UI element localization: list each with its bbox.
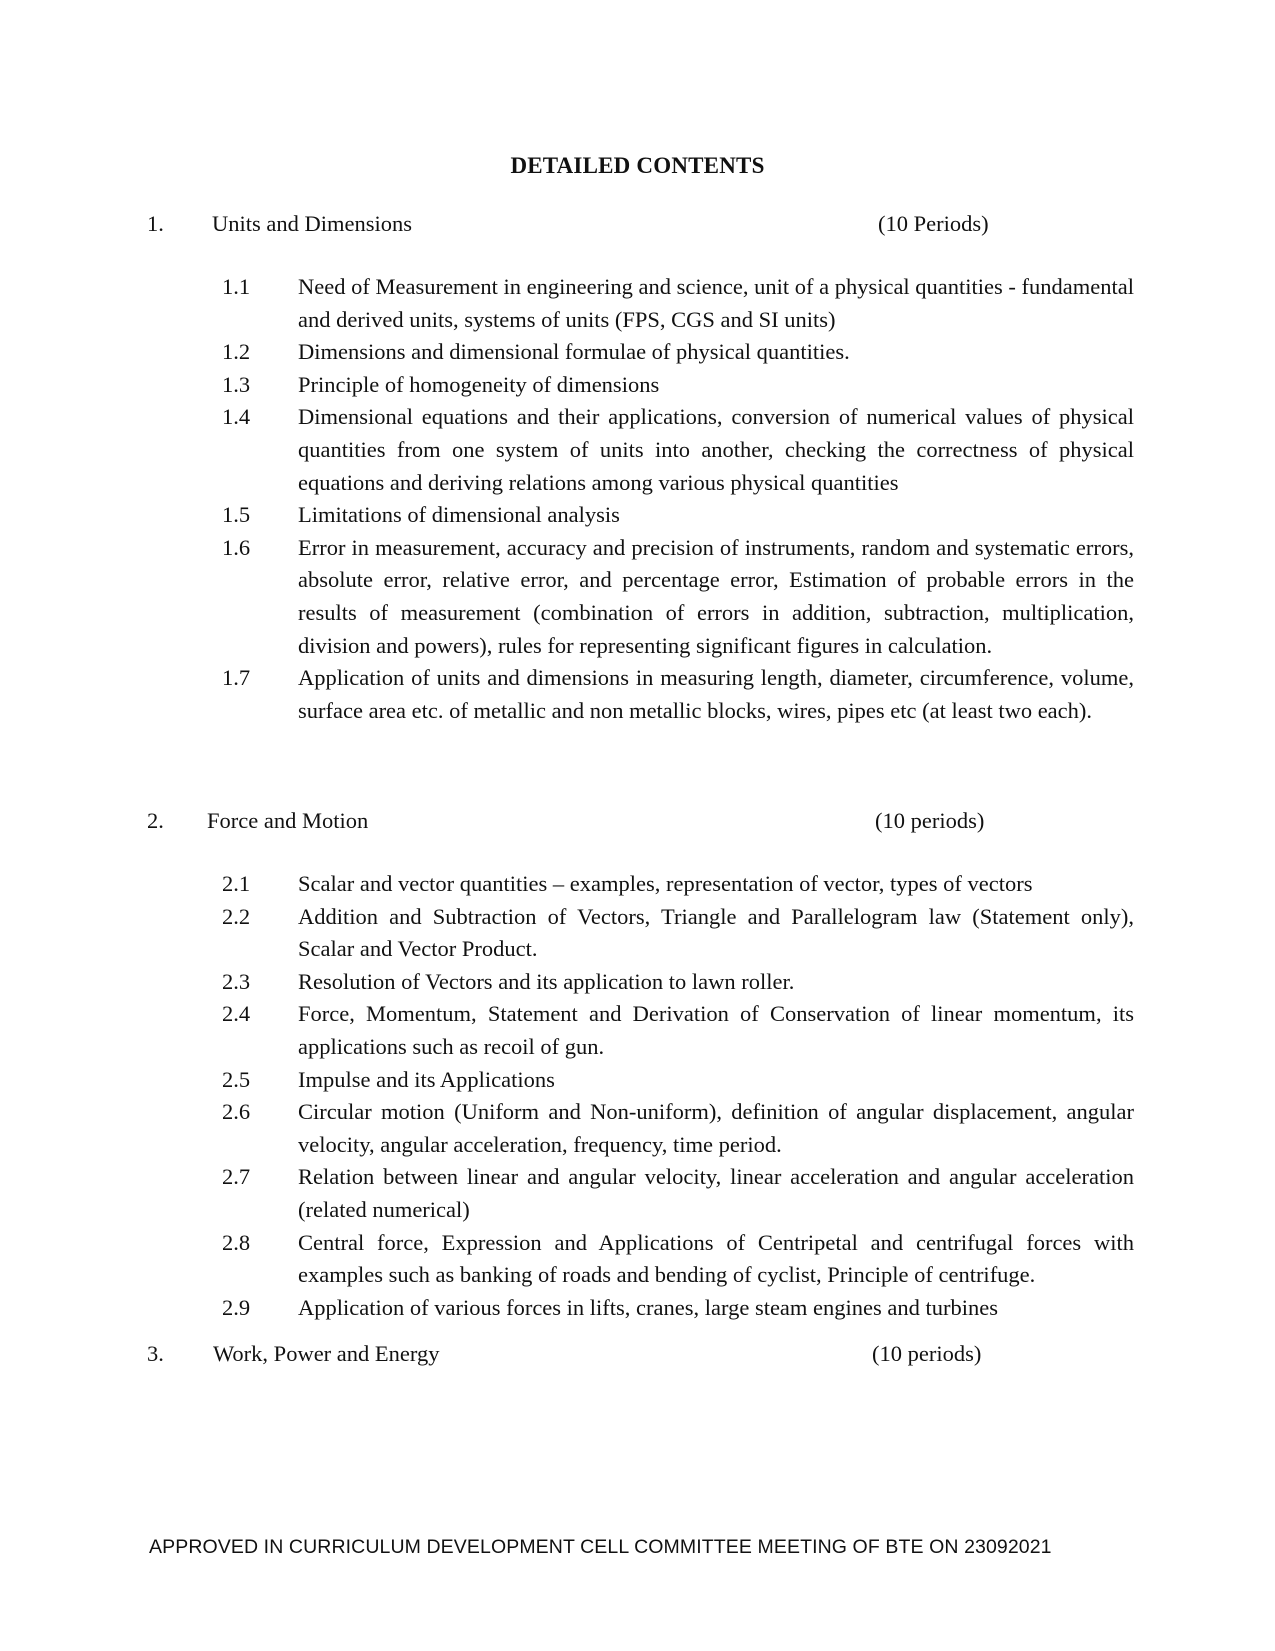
list-item (222, 1292, 1134, 1325)
topic-text: Need of Measurement in engineering and science, unit of a physical quantities - fundamental and derived units, systems of units (FPS, CGS and SI units) (298, 274, 1134, 332)
unit-name: Units and Dimensions (212, 211, 412, 236)
unit-name: Force and Motion (207, 808, 369, 833)
unit-heading-3 (147, 1341, 1047, 1373)
topic-text: Application of various forces in lifts, cranes, large steam engines and turbines (298, 1294, 999, 1320)
topic-number: 2.3 (222, 968, 251, 994)
unit-number: 2. (147, 808, 164, 833)
list-item (222, 336, 1134, 369)
page-title: DETAILED CONTENTS (510, 153, 765, 178)
topic-text: Error in measurement, accuracy and precision of instruments, random and systematic errors, absolute error, relative error, and percentage error, Estimation of probable errors in the results of measurement (combination of errors in addition, subtraction, multiplication, division and powers), rules for representing significant figures in calculation. (298, 534, 1134, 658)
list-item (222, 662, 1134, 727)
topic-number: 1.1 (222, 274, 251, 299)
topic-text: Impulse and its Applications (298, 1066, 555, 1092)
list-item (222, 901, 1134, 966)
list-item (222, 1096, 1134, 1161)
topic-text: Dimensional equations and their applications, conversion of numerical values of physical quantities from one system of units into another, checking the correctness of physical equations and deriving relations among various physical quantities (298, 404, 1134, 495)
topic-number: 2.8 (222, 1229, 251, 1255)
list-item (222, 532, 1134, 662)
list-item (222, 998, 1134, 1063)
topic-number: 1.3 (222, 371, 251, 397)
topic-text: Addition and Subtraction of Vectors, Triangle and Parallelogram law (Statement only), Scalar and Vector Product. (298, 903, 1134, 962)
topic-text: Principle of homogeneity of dimensions (298, 371, 660, 397)
topic-number: 1.2 (222, 339, 251, 365)
approval-footer: APPROVED IN CURRICULUM DEVELOPMENT CELL COMMITTEE MEETING OF BTE ON 23092021 (149, 1536, 1052, 1558)
unit-heading-1 (147, 211, 1047, 243)
topic-number: 2.9 (222, 1294, 251, 1320)
topic-text: Relation between linear and angular velocity, linear acceleration and angular acceleration (related numerical) (298, 1164, 1134, 1222)
unit-name: Work, Power and Energy (213, 1341, 440, 1366)
list-item (222, 369, 1134, 402)
unit-number: 1. (147, 211, 164, 236)
list-item (222, 499, 1134, 532)
topic-text: Scalar and vector quantities – examples, representation of vector, types of vectors (298, 871, 1033, 896)
topic-number: 2.4 (222, 1001, 251, 1027)
topic-text: Resolution of Vectors and its application to lawn roller. (298, 968, 795, 994)
topic-number: 2.6 (222, 1099, 251, 1125)
list-item (222, 1161, 1134, 1226)
list-item (222, 966, 1134, 999)
unit-1-topic-list (222, 271, 1134, 727)
topic-number: 1.5 (222, 502, 251, 528)
topic-text: Dimensions and dimensional formulae of physical quantities. (298, 339, 850, 365)
unit-periods: (10 Periods) (878, 211, 989, 236)
unit-2-topic-list (222, 868, 1134, 1324)
topic-number: 1.6 (222, 534, 251, 560)
topic-number: 2.7 (222, 1164, 251, 1190)
topic-text: Central force, Expression and Applications of Centripetal and centrifugal forces with examples such as banking of roads and bending of cyclist, Principle of centrifuge. (298, 1229, 1134, 1288)
topic-text: Application of units and dimensions in measuring length, diameter, circumference, volume, surface area etc. of metallic and non metallic blocks, wires, pipes etc (at least two each). (298, 665, 1134, 723)
list-item (222, 401, 1134, 499)
unit-number: 3. (147, 1341, 164, 1366)
topic-number: 2.1 (222, 871, 251, 896)
topic-number: 1.4 (222, 404, 251, 430)
unit-heading-2 (147, 808, 1047, 840)
topic-text: Force, Momentum, Statement and Derivation of Conservation of linear momentum, its applications such as recoil of gun. (298, 1001, 1134, 1059)
list-item (222, 1227, 1134, 1292)
topic-text: Limitations of dimensional analysis (298, 502, 620, 528)
list-item (222, 1064, 1134, 1097)
unit-periods: (10 periods) (875, 808, 985, 833)
topic-number: 1.7 (222, 665, 251, 691)
unit-periods: (10 periods) (872, 1341, 982, 1366)
list-item (222, 868, 1134, 901)
topic-number: 2.2 (222, 903, 251, 929)
topic-text: Circular motion (Uniform and Non-uniform), definition of angular displacement, angular velocity, angular acceleration, frequency, time period. (298, 1099, 1134, 1157)
topic-number: 2.5 (222, 1066, 251, 1092)
list-item (222, 271, 1134, 336)
